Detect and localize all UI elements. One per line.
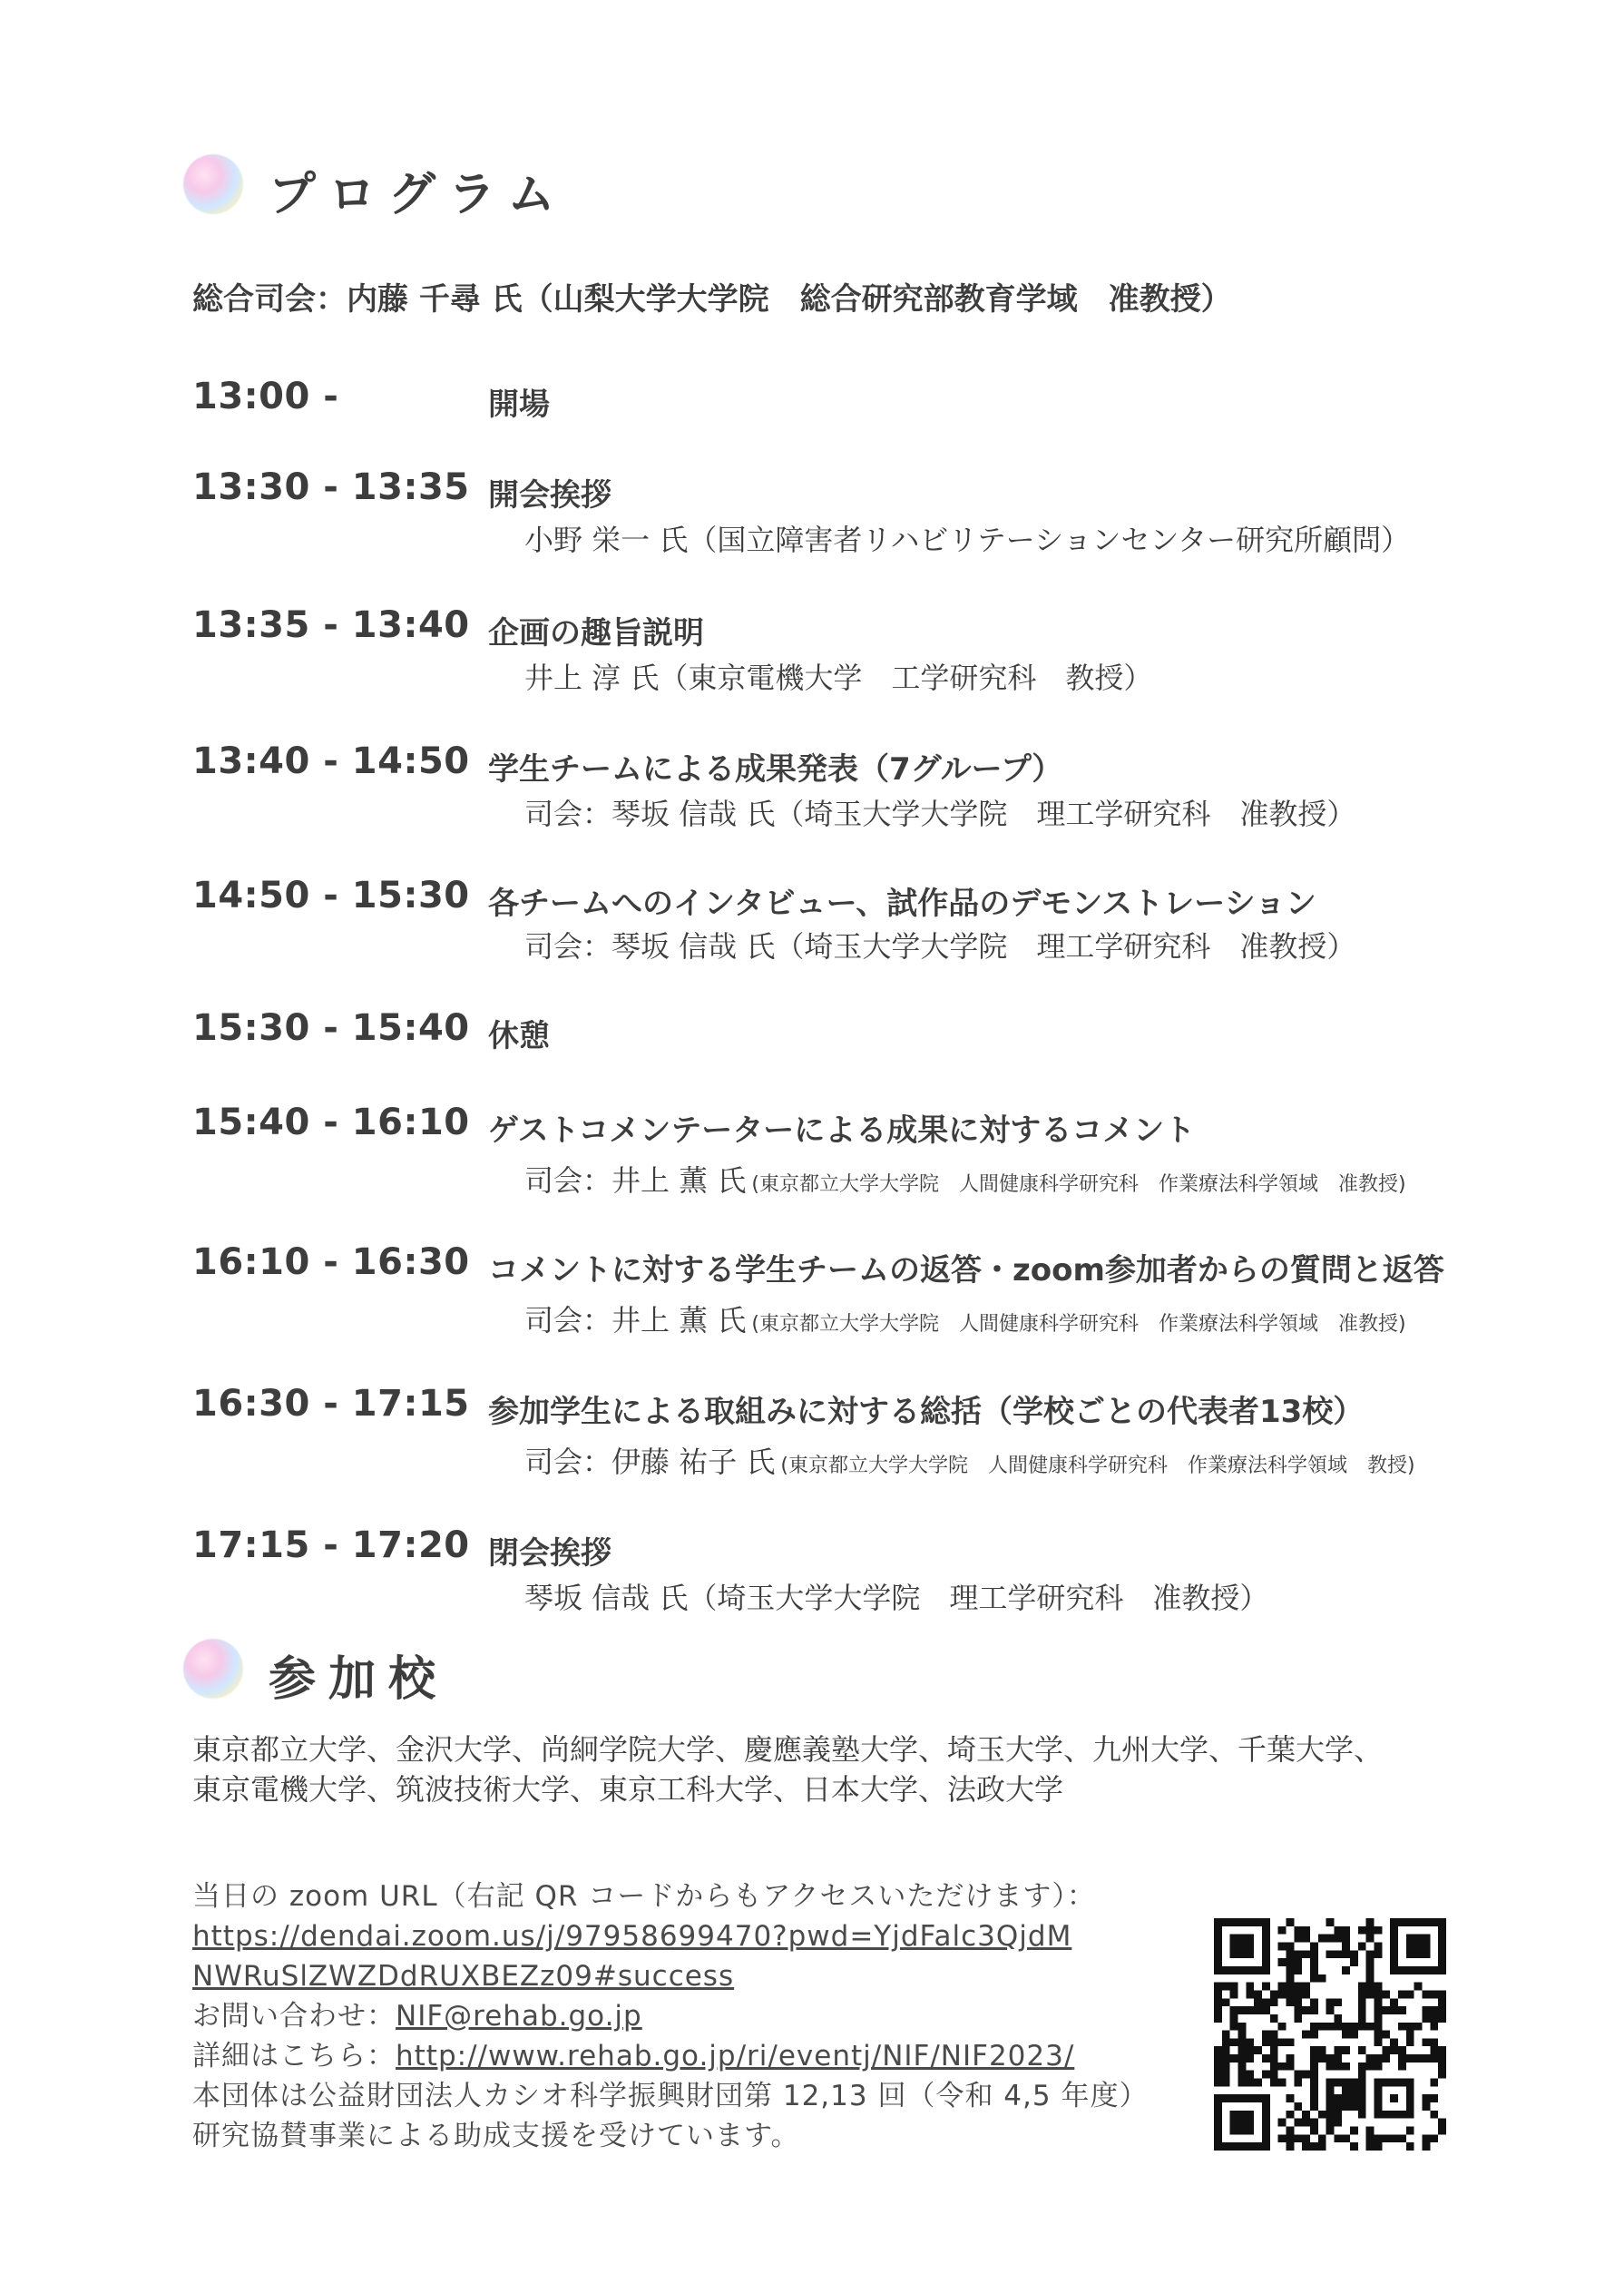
program-time: 15:30 - 15:40: [192, 1007, 470, 1049]
footer-info: [192, 1876, 1148, 2156]
program-detail: 琴坂 信哉 氏（埼玉大学大学院 理工学研究科 准教授）: [524, 1581, 1269, 1615]
program-detail: 司会：琴坂 信哉 氏（埼玉大学大学院 理工学研究科 准教授）: [524, 929, 1356, 964]
general-emcee: 総合司会：内藤 千尋 氏（山梨大学大学院 総合研究部教育学域 准教授）: [192, 281, 1232, 318]
schools-line: 東京電機大学、筑波技術大学、東京工科大学、日本大学、法政大学: [192, 1772, 1064, 1807]
program-title: 休憩: [488, 1018, 550, 1054]
program-title: 各チームへのインタビュー、試作品のデモンストレーション: [488, 886, 1316, 922]
zoom-url-label: 当日の zoom URL（右記 QR コードからもアクセスいただけます）：: [192, 1880, 1096, 1913]
program-time: 13:00 -: [192, 376, 339, 417]
schools-line: 東京都立大学、金沢大学、尚絅学院大学、慶應義塾大学、埼玉大学、九州大学、千葉大学、: [192, 1732, 1384, 1767]
program-time: 13:35 - 13:40: [192, 604, 470, 646]
zoom-url-link[interactable]: https://dendai.zoom.us/j/97958699470?pwd=YjdFalc3QjdM: [192, 1920, 1072, 1953]
program-detail: [524, 1439, 1415, 1481]
program-detail-affiliation: (東京都立大学大学院 人間健康科学研究科 作業療法科学領域 准教授): [751, 1313, 1406, 1336]
program-detail-main: 司会：伊藤 祐子 氏: [524, 1445, 776, 1479]
program-title: 企画の趣旨説明: [488, 615, 704, 652]
program-time: 14:50 - 15:30: [192, 875, 470, 916]
program-section-title: プログラム: [269, 168, 568, 222]
details-label: 詳細はこちら：: [192, 2040, 396, 2072]
contact-email-link[interactable]: NIF@rehab.go.jp: [396, 2000, 642, 2033]
qr-code-icon[interactable]: [1214, 1918, 1446, 2151]
support-notice-continued: 研究協賛事業による助成支援を受けています。: [192, 2120, 800, 2152]
program-title: 開場: [488, 387, 550, 423]
program-title: コメントに対する学生チームの返答・zoom参加者からの質問と返答: [488, 1252, 1444, 1288]
program-time: 17:15 - 17:20: [192, 1524, 470, 1566]
program-title: 参加学生による取組みに対する総括（学校ごとの代表者13校）: [488, 1394, 1365, 1430]
program-title: 学生チームによる成果発表（7グループ）: [488, 751, 1063, 788]
program-detail-affiliation: (東京都立大学大学院 人間健康科学研究科 作業療法科学領域 教授): [780, 1455, 1415, 1477]
program-title: ゲストコメンテーターによる成果に対するコメント: [488, 1112, 1196, 1149]
program-time: 13:40 - 14:50: [192, 740, 470, 782]
details-url-link[interactable]: http://www.rehab.go.jp/ri/eventj/NIF/NIF2023/: [396, 2040, 1075, 2072]
schools-section-title: 参加校: [269, 1652, 449, 1707]
program-time: 16:10 - 16:30: [192, 1241, 470, 1283]
program-detail-main: 司会：井上 薫 氏: [524, 1303, 747, 1337]
program-detail-affiliation: (東京都立大学大学院 人間健康科学研究科 作業療法科学領域 准教授): [751, 1173, 1406, 1196]
zoom-url-link-continued[interactable]: NWRuSlZWZDdRUXBEZz09#success: [192, 1960, 735, 1993]
program-title: 閉会挨拶: [488, 1535, 611, 1572]
program-time: 15:40 - 16:10: [192, 1102, 470, 1143]
program-detail: [524, 1298, 1406, 1339]
program-time: 13:30 - 13:35: [192, 466, 470, 508]
program-detail-main: 司会：井上 薫 氏: [524, 1163, 747, 1198]
program-section-orb-icon: [183, 154, 243, 214]
program-detail: 小野 栄一 氏（国立障害者リハビリテーションセンター研究所顧問）: [524, 523, 1411, 557]
schools-section-orb-icon: [183, 1639, 243, 1699]
program-detail: 司会：琴坂 信哉 氏（埼玉大学大学院 理工学研究科 准教授）: [524, 797, 1356, 831]
program-detail: [524, 1158, 1406, 1200]
contact-label: お問い合わせ：: [192, 2000, 396, 2033]
schools-list: [192, 1729, 1383, 1809]
program-time: 16:30 - 17:15: [192, 1383, 470, 1425]
support-notice: 本団体は公益財団法人カシオ科学振興財団第 12,13 回（令和 4,5 年度）: [192, 2080, 1149, 2112]
program-title: 開会挨拶: [488, 477, 611, 514]
program-detail: 井上 淳 氏（東京電機大学 工学研究科 教授）: [524, 661, 1153, 695]
